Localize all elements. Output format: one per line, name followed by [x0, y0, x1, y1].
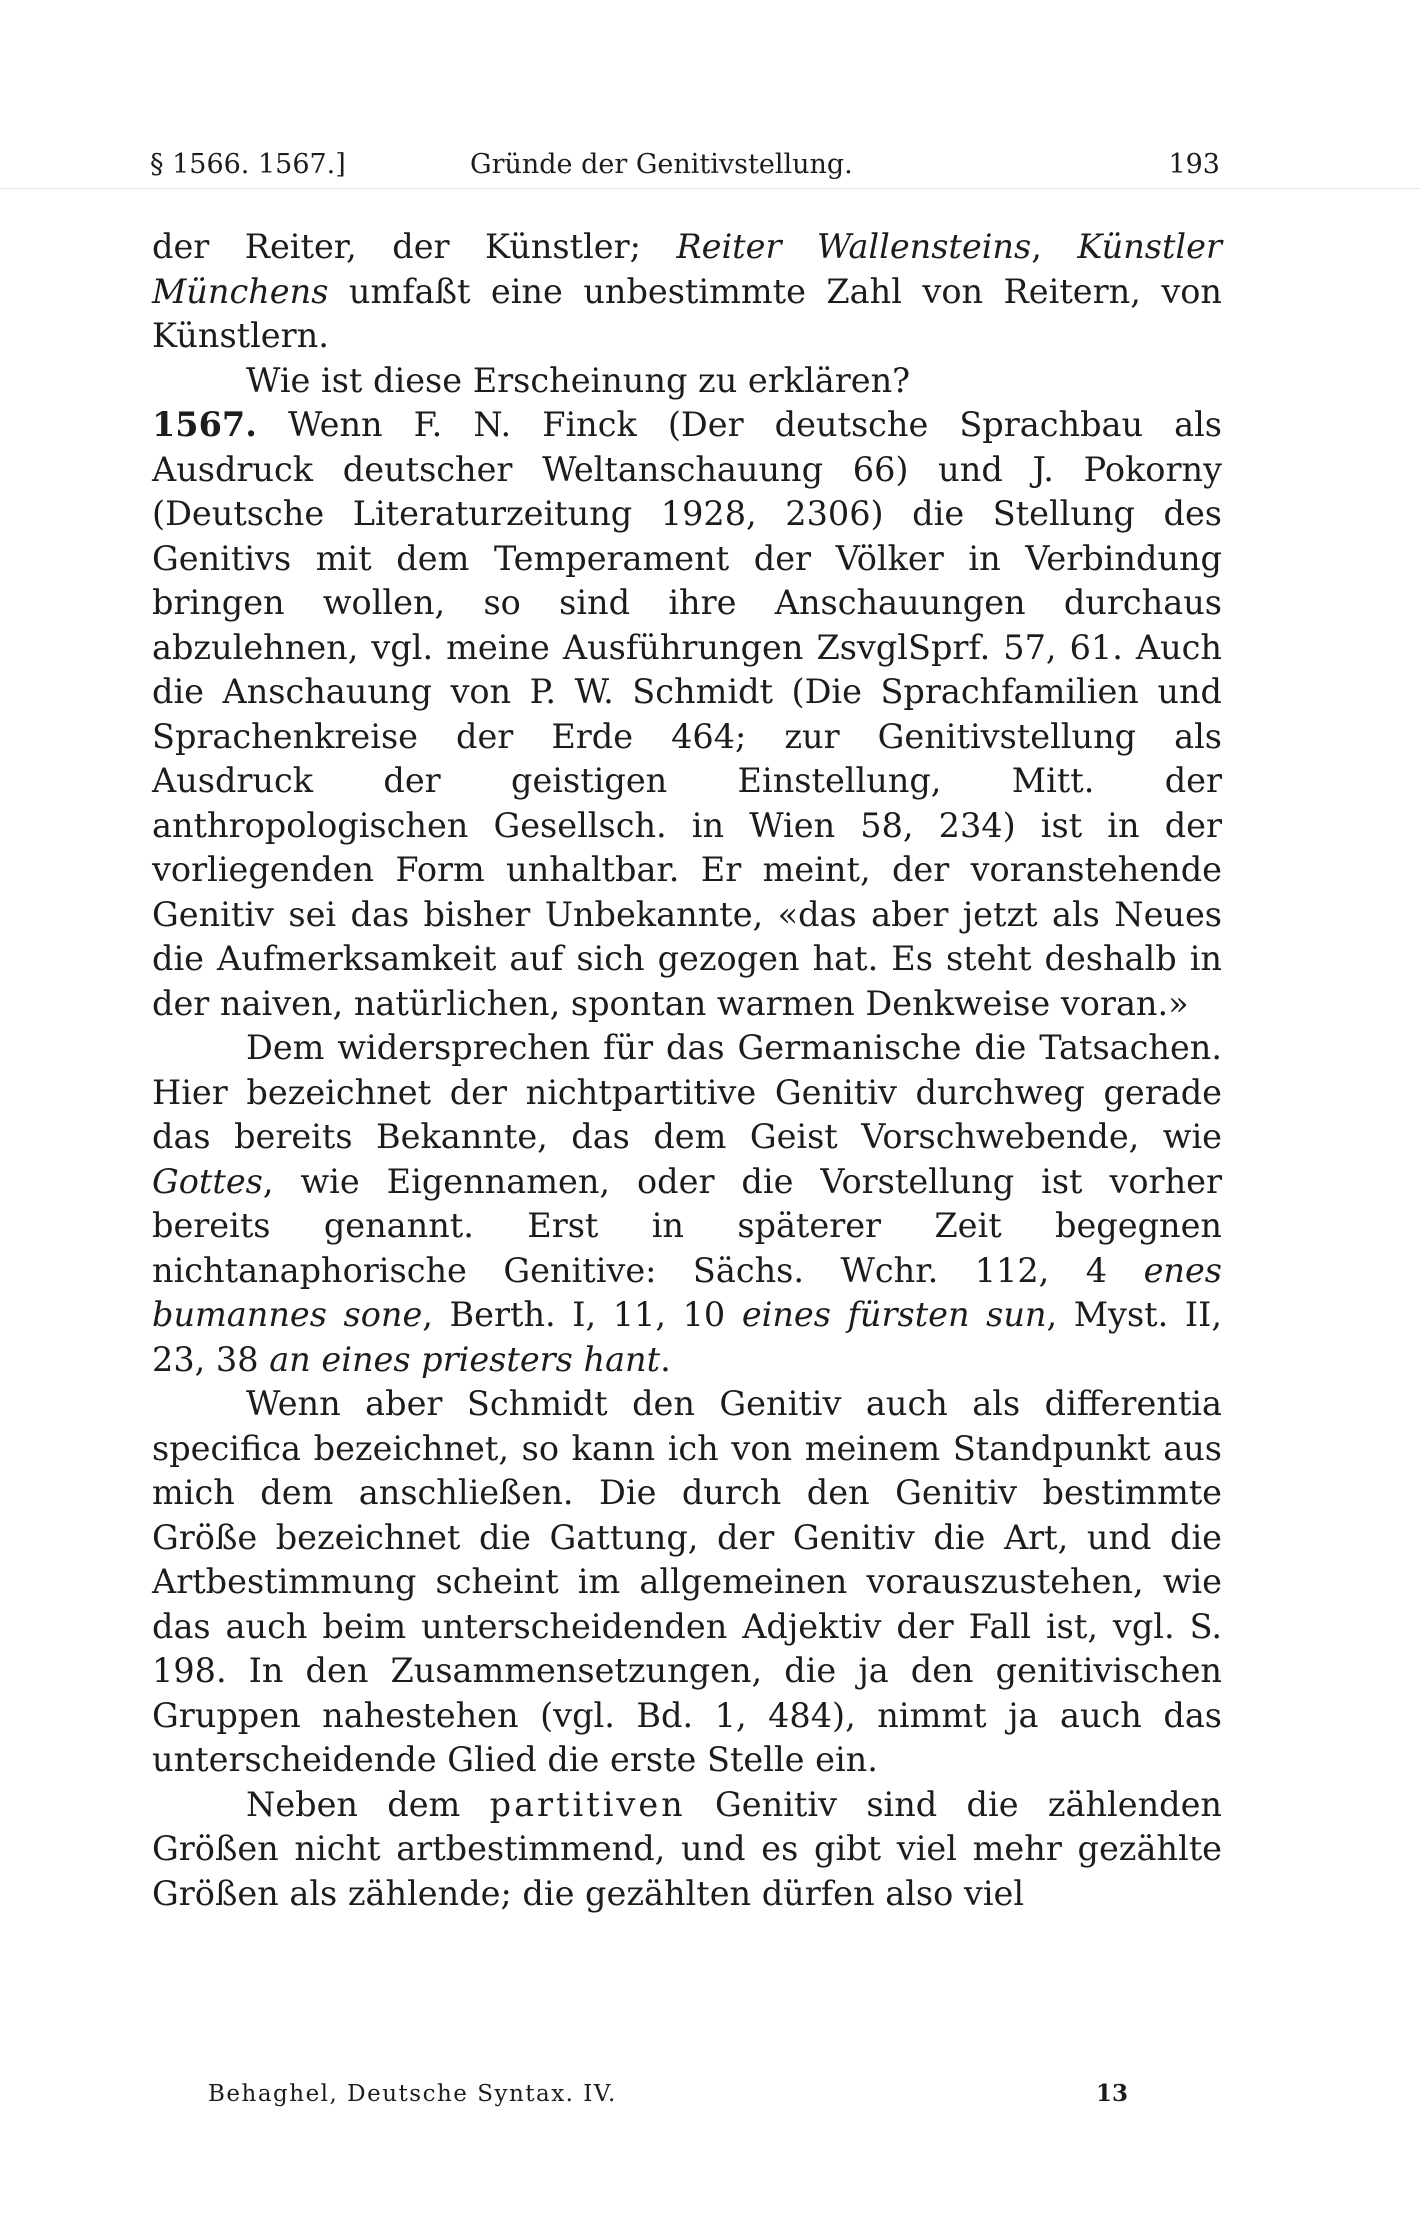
header-section-range: § 1566. 1567.]	[150, 149, 346, 180]
header-title: Gründe der Genitivstellung.	[470, 149, 853, 180]
text-run: , wie Eigennamen, oder die Vorstellung ist vorher bereits genannt. Erst in späterer Zeit begegnen nichtanaphorische Genitive: Sächs. Wchr. 112, 4	[152, 1161, 1222, 1290]
italic-example: Gottes	[152, 1161, 263, 1201]
running-header	[150, 145, 1220, 185]
text-run: Dem widersprechen für das Germanische die Tatsachen. Hier bezeichnet der nichtpartitive Genitiv durchweg gerade das bereits Bekannte, das dem Geist Vorschwebende, wie	[152, 1028, 1222, 1156]
text-run: der Reiter, der Künstler;	[152, 227, 677, 266]
page-footer	[208, 2078, 1128, 2110]
text-run: , Myst. II, 23, 38	[152, 1295, 1222, 1379]
italic-example: eines fürsten sun	[741, 1295, 1047, 1334]
italic-example: an eines priesters hant	[269, 1339, 661, 1379]
italic-example: Künstler Münchens	[152, 227, 1222, 311]
paragraph-5: Wenn aber Schmidt den Genitiv auch als differentia specifica bezeichnet, so kann ich von meinem Standpunkt aus mich dem anschließen. Die durch den Genitiv bestimmte Größe bezeichnet die Gattung, der Genitiv die Art, und die Artbestimmung scheint im allgemeinen vorauszustehen, wie das auch beim unterscheidenden Adjektiv der Fall ist, vgl. S. 198. In den Zusammensetzungen, die ja den genitivischen Gruppen nahestehen (vgl. Bd. 1, 484), nimmt ja auch das unterscheidende Glied die erste Stelle ein.	[152, 1384, 1222, 1779]
body-text	[152, 225, 1222, 1916]
header-divider	[0, 188, 1420, 189]
text-run: Neben dem	[246, 1784, 490, 1824]
section-number: 1567.	[152, 405, 257, 444]
text-run: , Berth. I, 11, 10	[422, 1295, 742, 1334]
paragraph-6	[152, 1783, 1222, 1917]
text-run: ,	[1031, 227, 1078, 266]
paragraph-section-1567	[152, 403, 1222, 1026]
text-run: Genitiv sind die zählenden Größen nicht artbestimmend, und es gibt viel mehr gezählte Größen als zählende; die gezählten dürfen also viel	[152, 1784, 1222, 1913]
paragraph-2: Wie ist diese Erscheinung zu erklären?	[246, 360, 911, 400]
footer-signature: Behaghel, Deutsche Syntax. IV.	[208, 2081, 617, 2107]
paragraph-4	[152, 1026, 1222, 1382]
footer-sheet-number: 13	[1095, 2080, 1128, 2107]
text-run: umfaßt eine unbestimmte Zahl von Reitern, von Künstlern.	[152, 271, 1222, 355]
text-run: Wenn F. N. Finck (Der deutsche Sprachbau als Ausdruck deutscher Weltanschauung 66) und J. Pokorny (Deutsche Literaturzeitung 1928, 2306) die Stellung des Genitivs mit dem Temperament der Völker in Verbindung bringen wollen, so sind ihre Anschauungen durchaus abzulehnen, vgl. meine Ausführungen ZsvglSprf. 57, 61. Auch die Anschauung von P. W. Schmidt (Die Sprachfamilien und Sprachenkreise der Erde 464; zur Genitivstellung als Ausdruck der geistigen Einstellung, Mitt. der anthropologischen Gesellsch. in Wien 58, 234) ist in der vorliegenden Form unhaltbar. Er meint, der voranstehende Genitiv sei das bisher Unbekannte, «das aber jetzt als Neues die Aufmerksamkeit auf sich gezogen hat. Es steht deshalb in der naiven, natürlichen, spontan warmen Denkweise voran.»	[152, 405, 1222, 1023]
italic-example: enes bumannes sone	[152, 1250, 1222, 1334]
spaced-emphasis: partitiven	[489, 1784, 686, 1824]
header-page-number: 193	[1168, 149, 1220, 180]
paragraph-1	[152, 225, 1222, 359]
italic-example: Reiter Wallensteins	[676, 227, 1032, 266]
text-run: .	[660, 1339, 671, 1379]
